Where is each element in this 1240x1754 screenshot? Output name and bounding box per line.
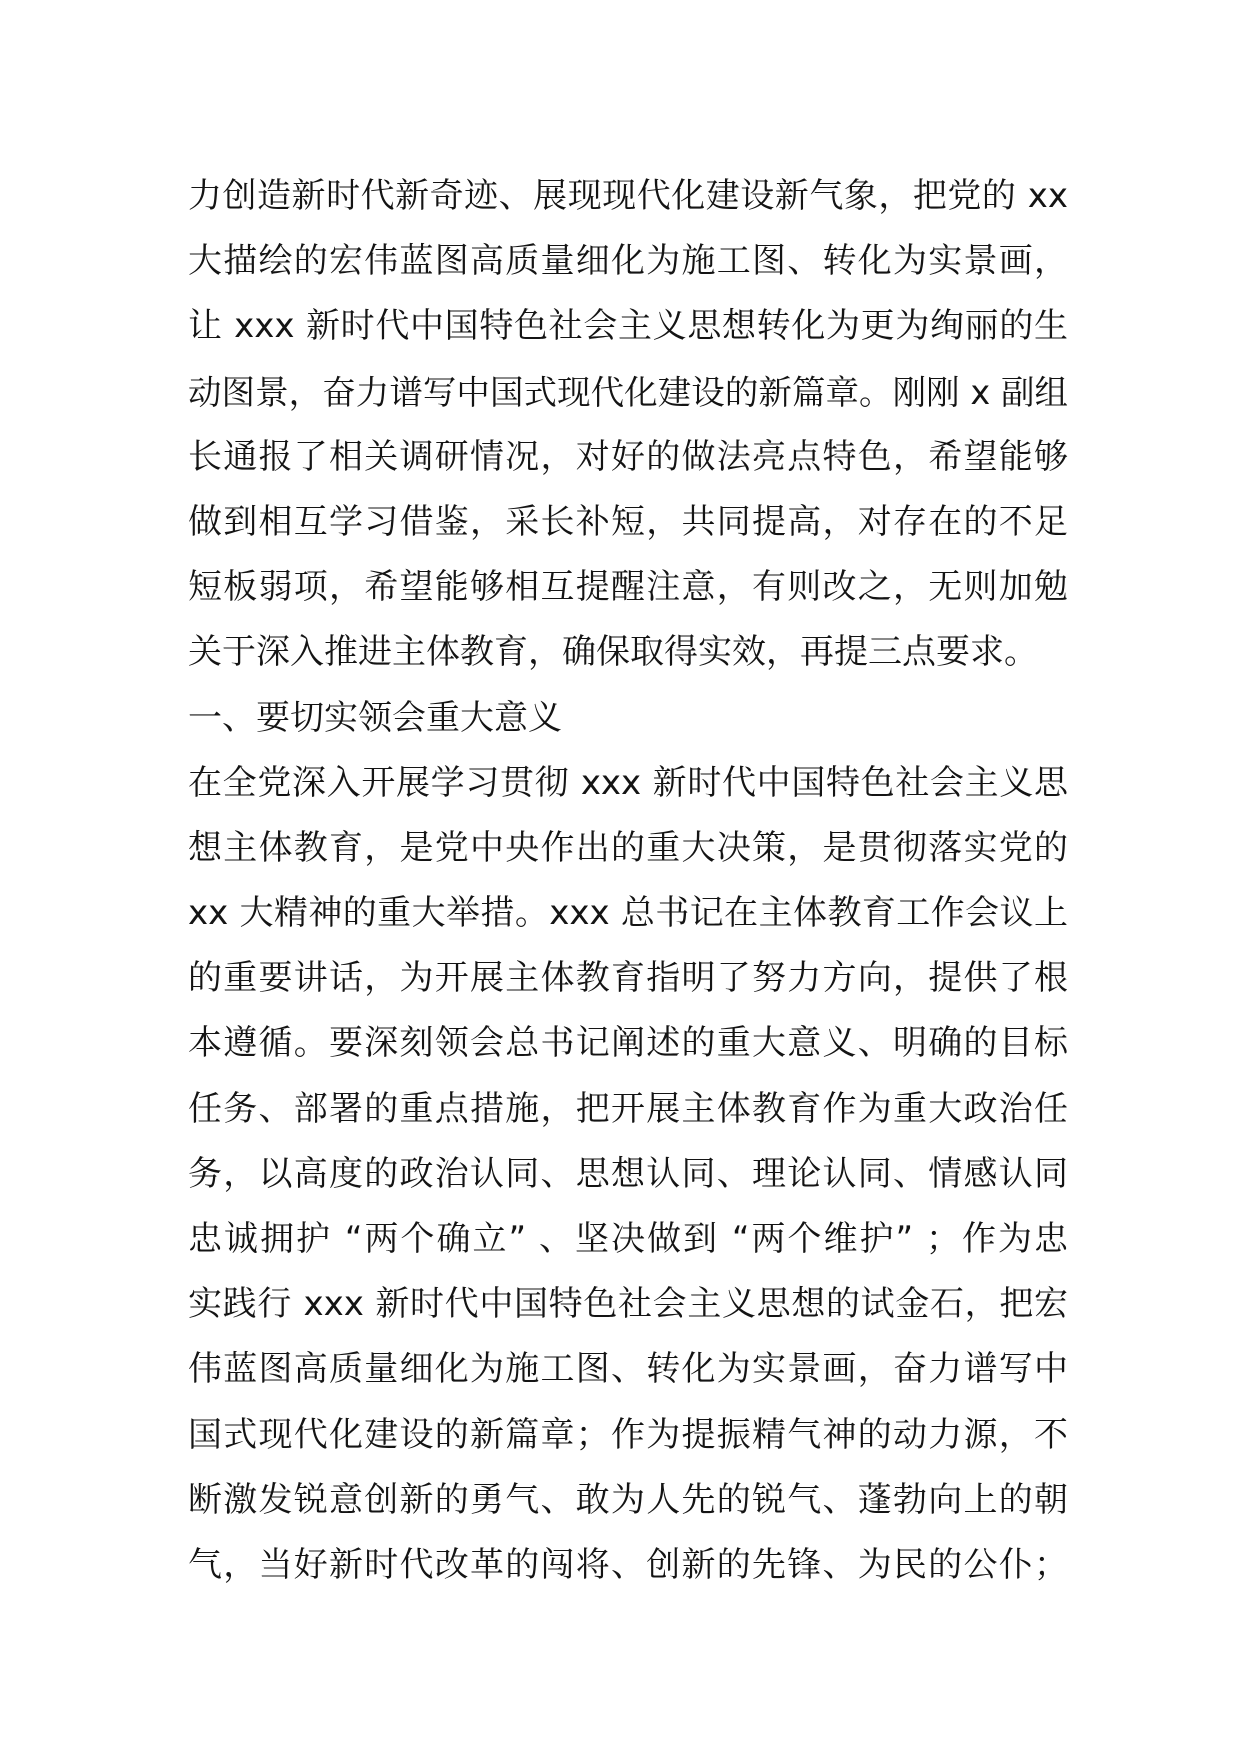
text-line: 忠诚拥护 “两个确立” 、坚决做到 “两个维护” ；作为忠	[188, 1219, 1068, 1259]
text-line: 实践行 xxx 新时代中国特色社会主义思想的试金石，把宏	[188, 1284, 1068, 1325]
text-line: 的重要讲话，为开展主体教育指明了努力方向，提供了根	[188, 958, 1068, 999]
text-line: 想主体教育，是党中央作出的重大决策，是贯彻落实党的	[188, 827, 1068, 868]
text-line: 国式现代化建设的新篇章；作为提振精气神的动力源，不	[188, 1414, 1068, 1455]
body-text	[188, 164, 1068, 1598]
text-line: 动图景，奋力谱写中国式现代化建设的新篇章。刚刚 x 副组	[188, 372, 1068, 412]
text-line: 任务、部署的重点措施，把开展主体教育作为重大政治任	[188, 1088, 1068, 1129]
text-line: 在全党深入开展学习贯彻 xxx 新时代中国特色社会主义思	[188, 762, 1068, 803]
text-line: 务，以高度的政治认同、思想认同、理论认同、情感认同	[188, 1153, 1068, 1194]
text-line: 关于深入推进主体教育，确保取得实效，再提三点要求。	[188, 632, 1038, 673]
text-line: xx 大精神的重大举措。xxx 总书记在主体教育工作会议上	[188, 893, 1068, 934]
text-line: 气，当好新时代改革的闯将、创新的先锋、为民的公仆；	[188, 1544, 1068, 1585]
text-line: 伟蓝图高质量细化为施工图、转化为实景画，奋力谱写中	[188, 1349, 1068, 1390]
text-line: 本遵循。要深刻领会总书记阐述的重大意义、明确的目标	[188, 1023, 1068, 1064]
text-line: 短板弱项，希望能够相互提醒注意，有则改之，无则加勉	[188, 567, 1068, 608]
section-heading: 一、要切实领会重大意义	[188, 697, 562, 738]
text-line: 做到相互学习借鉴，采长补短，共同提高，对存在的不足	[188, 501, 1068, 542]
text-line: 力创造新时代新奇迹、展现现代化建设新气象，把党的 xx	[188, 176, 1068, 216]
text-line: 长通报了相关调研情况，对好的做法亮点特色，希望能够	[188, 436, 1068, 477]
text-line: 断激发锐意创新的勇气、敢为人先的锐气、蓬勃向上的朝	[188, 1479, 1068, 1520]
text-line: 让 xxx 新时代中国特色社会主义思想转化为更为绚丽的生	[188, 306, 1068, 347]
text-line: 大描绘的宏伟蓝图高质量细化为施工图、转化为实景画，	[188, 241, 1068, 282]
